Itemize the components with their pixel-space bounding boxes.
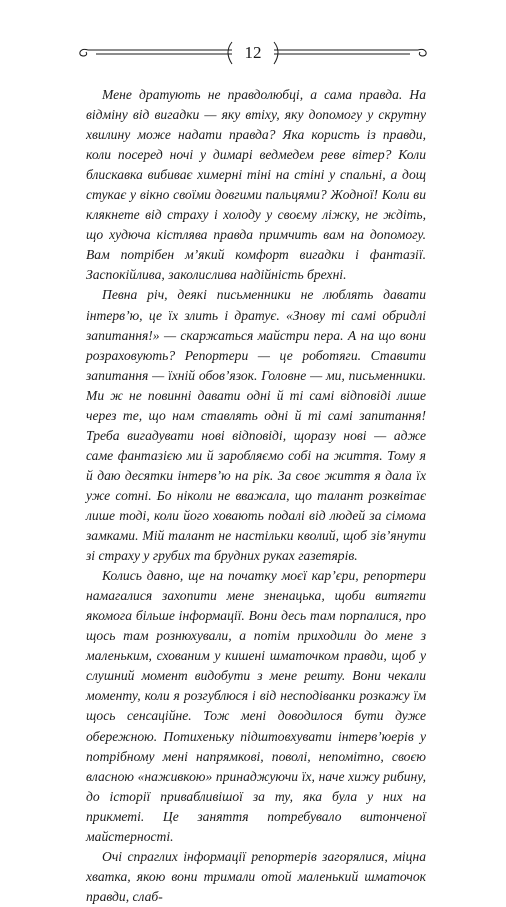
paragraph-4: Очі спраглих інформації репортерів загорялися, міцна хватка, якою вони тримали отой маленький шматочок правди, слаб- (86, 848, 426, 904)
paragraph-2: Певна річ, деякі письменники не люблять давати інтерв’ю, це їх злить і дратує. «Знову ті самі обридлі запитання!» — скаржаться майстри пера. А на що вони розраховують? Репортери — це роботяги. Ставити запитання — їхній обов’язок. Головне — ми, письменники. Ми ж не повинні давати одні й ті самі відповіді лише через те, що нам ставлять одні й ті самі запитання! Треба вигадувати нові відповіді, щоразу нові — адже саме фантазією ми й заробляємо собі на життя. Тому я й даю десятки інтерв’ю на рік. За своє життя я дала їх уже сотні. Бо ніколи не вважала, що талант розквітає лише тоді, коли його ховають подалі від людей за сімома замками. Мій талант не настільки кволий, щоб зів’янути зі страху у грубих та брудних руках газетярів. (86, 287, 426, 564)
page-number: 12 (244, 43, 262, 62)
paragraph-3: Колись давно, ще на початку моєї кар’єри, репортери намагалися захопити мене зненацька, щоби витягти якомога більше інформації. Вони десь там порпалися, про щось там рознюхували, а потім приходили до мене з маленьким, схованим у кишені шматочком правди, щоб у слушний момент видобути з мене решту. Вони чекали моменту, коли я розгублюся і від несподіванки розкажу їм щось сенсаційне. Тож мені доводилося бути дуже обережною. Потихеньку підштовхувати інтерв’юерів у потрібному мені напрямкові, поволі, непомітно, своєю власною «наживкою» принаджуючи їх, наче хижу рибину, до історії привабливішої за ту, яка була у них на прикметі. Це заняття потребувало витонченої майстерності. (86, 568, 426, 844)
page-header (0, 38, 506, 68)
paragraph-1: Мене дратують не правдолюбці, а сама правда. На відміну від вигадки — яку втіху, яку допомогу у скрутну хвилину може надати правда? Яка користь із правди, коли посеред ночі у димарі ведмедем реве вітер? Коли блискавка вибиває химерні тіні на стіні у спальні, а дощ стукає у вікно своїми довгими пальцями? Жодної! Коли ви клякнете від страху і холоду у своєму ліжку, не ждіть, що худюча кістлява правда примчить вам на допомогу. Вам потрібен м’який комфорт вигадки і фантазії. Заспокійлива, заколислива надійність брехні. (86, 87, 426, 283)
body-text (86, 85, 426, 907)
